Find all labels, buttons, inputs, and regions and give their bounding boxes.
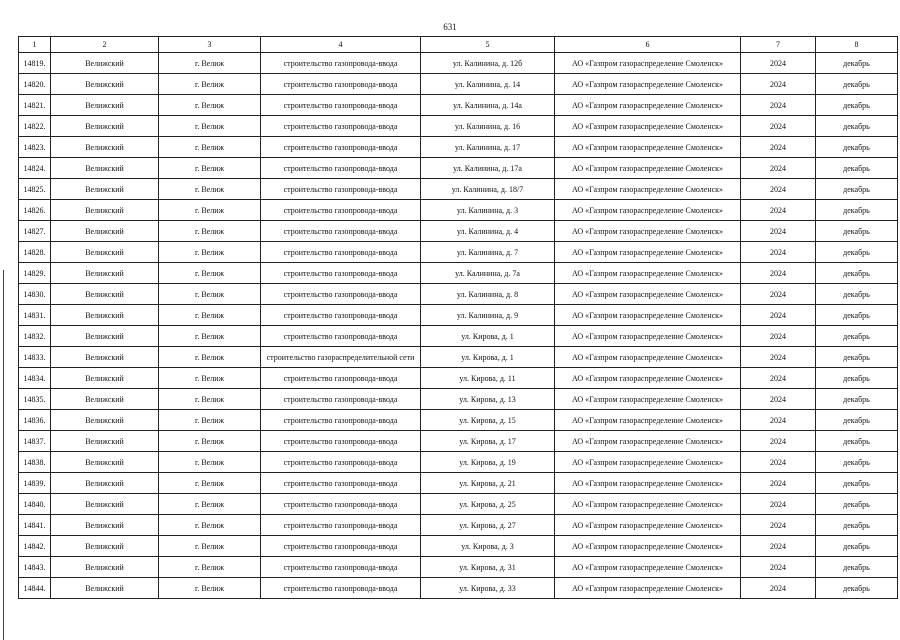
entry-number-cell: 14835. [19,389,51,410]
settlement-cell: г. Велиж [159,557,261,578]
table-row [19,74,898,95]
work-type-cell: строительство газопровода-ввода [261,557,421,578]
address-cell: ул. Кирова, д. 11 [421,368,555,389]
table-row [19,431,898,452]
settlement-cell: г. Велиж [159,179,261,200]
address-cell: ул. Калинина, д. 3 [421,200,555,221]
entry-number-cell: 14844. [19,578,51,599]
year-cell: 2024 [741,389,816,410]
header-row [19,37,898,53]
organization-cell: АО «Газпром газораспределение Смоленск» [555,200,741,221]
entry-number-cell: 14820. [19,74,51,95]
entry-number-cell: 14834. [19,368,51,389]
address-cell: ул. Кирова, д. 1 [421,347,555,368]
month-cell: декабрь [816,305,898,326]
work-type-cell: строительство газопровода-ввода [261,431,421,452]
month-cell: декабрь [816,200,898,221]
organization-cell: АО «Газпром газораспределение Смоленск» [555,431,741,452]
organization-cell: АО «Газпром газораспределение Смоленск» [555,158,741,179]
work-type-cell: строительство газопровода-ввода [261,368,421,389]
entry-number-cell: 14837. [19,431,51,452]
organization-cell: АО «Газпром газораспределение Смоленск» [555,389,741,410]
address-cell: ул. Кирова, д. 1 [421,326,555,347]
settlement-cell: г. Велиж [159,578,261,599]
address-cell: ул. Калинина, д. 14 [421,74,555,95]
month-cell: декабрь [816,389,898,410]
month-cell: декабрь [816,137,898,158]
year-cell: 2024 [741,116,816,137]
month-cell: декабрь [816,74,898,95]
month-cell: декабрь [816,578,898,599]
month-cell: декабрь [816,368,898,389]
organization-cell: АО «Газпром газораспределение Смоленск» [555,410,741,431]
table-row [19,305,898,326]
district-cell: Велижский [51,431,159,452]
column-header-2: 2 [51,37,159,53]
entry-number-cell: 14842. [19,536,51,557]
organization-cell: АО «Газпром газораспределение Смоленск» [555,179,741,200]
work-type-cell: строительство газопровода-ввода [261,494,421,515]
settlement-cell: г. Велиж [159,200,261,221]
month-cell: декабрь [816,263,898,284]
table-row [19,200,898,221]
work-type-cell: строительство газопровода-ввода [261,284,421,305]
address-cell: ул. Калинина, д. 12б [421,53,555,74]
table-body [19,53,898,599]
table-row [19,368,898,389]
settlement-cell: г. Велиж [159,221,261,242]
entry-number-cell: 14832. [19,326,51,347]
work-type-cell: строительство газопровода-ввода [261,263,421,284]
month-cell: декабрь [816,53,898,74]
table-row [19,221,898,242]
settlement-cell: г. Велиж [159,452,261,473]
work-type-cell: строительство газопровода-ввода [261,137,421,158]
year-cell: 2024 [741,74,816,95]
settlement-cell: г. Велиж [159,137,261,158]
district-cell: Велижский [51,557,159,578]
settlement-cell: г. Велиж [159,368,261,389]
address-cell: ул. Кирова, д. 19 [421,452,555,473]
entry-number-cell: 14839. [19,473,51,494]
district-cell: Велижский [51,284,159,305]
organization-cell: АО «Газпром газораспределение Смоленск» [555,305,741,326]
entry-number-cell: 14831. [19,305,51,326]
year-cell: 2024 [741,452,816,473]
month-cell: декабрь [816,347,898,368]
address-cell: ул. Кирова, д. 15 [421,410,555,431]
month-cell: декабрь [816,326,898,347]
organization-cell: АО «Газпром газораспределение Смоленск» [555,284,741,305]
month-cell: декабрь [816,557,898,578]
organization-cell: АО «Газпром газораспределение Смоленск» [555,515,741,536]
table-row [19,263,898,284]
settlement-cell: г. Велиж [159,305,261,326]
organization-cell: АО «Газпром газораспределение Смоленск» [555,263,741,284]
month-cell: декабрь [816,494,898,515]
entry-number-cell: 14826. [19,200,51,221]
page-edge-rule [3,270,4,640]
address-cell: ул. Кирова, д. 31 [421,557,555,578]
entry-number-cell: 14824. [19,158,51,179]
table-row [19,536,898,557]
month-cell: декабрь [816,410,898,431]
district-cell: Велижский [51,515,159,536]
settlement-cell: г. Велиж [159,431,261,452]
district-cell: Велижский [51,473,159,494]
organization-cell: АО «Газпром газораспределение Смоленск» [555,242,741,263]
month-cell: декабрь [816,431,898,452]
table-row [19,452,898,473]
district-cell: Велижский [51,263,159,284]
district-cell: Велижский [51,410,159,431]
address-cell: ул. Кирова, д. 27 [421,515,555,536]
month-cell: декабрь [816,179,898,200]
table-row [19,95,898,116]
settlement-cell: г. Велиж [159,515,261,536]
month-cell: декабрь [816,95,898,116]
year-cell: 2024 [741,557,816,578]
column-header-7: 7 [741,37,816,53]
district-cell: Велижский [51,95,159,116]
organization-cell: АО «Газпром газораспределение Смоленск» [555,53,741,74]
year-cell: 2024 [741,410,816,431]
settlement-cell: г. Велиж [159,263,261,284]
work-type-cell: строительство газораспределительной сети [261,347,421,368]
table-row [19,158,898,179]
district-cell: Велижский [51,137,159,158]
work-type-cell: строительство газопровода-ввода [261,200,421,221]
district-cell: Велижский [51,494,159,515]
year-cell: 2024 [741,242,816,263]
organization-cell: АО «Газпром газораспределение Смоленск» [555,221,741,242]
work-type-cell: строительство газопровода-ввода [261,305,421,326]
work-type-cell: строительство газопровода-ввода [261,116,421,137]
entry-number-cell: 14836. [19,410,51,431]
year-cell: 2024 [741,179,816,200]
column-header-5: 5 [421,37,555,53]
district-cell: Велижский [51,452,159,473]
settlement-cell: г. Велиж [159,389,261,410]
entry-number-cell: 14828. [19,242,51,263]
organization-cell: АО «Газпром газораспределение Смоленск» [555,95,741,116]
settlement-cell: г. Велиж [159,242,261,263]
year-cell: 2024 [741,431,816,452]
year-cell: 2024 [741,326,816,347]
organization-cell: АО «Газпром газораспределение Смоленск» [555,347,741,368]
year-cell: 2024 [741,305,816,326]
work-type-cell: строительство газопровода-ввода [261,74,421,95]
year-cell: 2024 [741,494,816,515]
settlement-cell: г. Велиж [159,53,261,74]
district-cell: Велижский [51,305,159,326]
settlement-cell: г. Велиж [159,158,261,179]
year-cell: 2024 [741,578,816,599]
address-cell: ул. Калинина, д. 8 [421,284,555,305]
work-type-cell: строительство газопровода-ввода [261,515,421,536]
work-type-cell: строительство газопровода-ввода [261,410,421,431]
table-row [19,179,898,200]
district-cell: Велижский [51,389,159,410]
work-type-cell: строительство газопровода-ввода [261,179,421,200]
work-type-cell: строительство газопровода-ввода [261,158,421,179]
work-type-cell: строительство газопровода-ввода [261,326,421,347]
table-row [19,494,898,515]
organization-cell: АО «Газпром газораспределение Смоленск» [555,326,741,347]
organization-cell: АО «Газпром газораспределение Смоленск» [555,578,741,599]
column-header-8: 8 [816,37,898,53]
district-cell: Велижский [51,221,159,242]
work-type-cell: строительство газопровода-ввода [261,95,421,116]
organization-cell: АО «Газпром газораспределение Смоленск» [555,494,741,515]
year-cell: 2024 [741,284,816,305]
district-cell: Велижский [51,53,159,74]
year-cell: 2024 [741,515,816,536]
address-cell: ул. Калинина, д. 17 [421,137,555,158]
entry-number-cell: 14821. [19,95,51,116]
entry-number-cell: 14827. [19,221,51,242]
settlement-cell: г. Велиж [159,74,261,95]
column-header-1: 1 [19,37,51,53]
settlement-cell: г. Велиж [159,410,261,431]
month-cell: декабрь [816,536,898,557]
address-cell: ул. Кирова, д. 25 [421,494,555,515]
table-row [19,473,898,494]
year-cell: 2024 [741,368,816,389]
table-row [19,242,898,263]
address-cell: ул. Калинина, д. 7а [421,263,555,284]
month-cell: декабрь [816,452,898,473]
address-cell: ул. Калинина, д. 4 [421,221,555,242]
address-cell: ул. Калинина, д. 17а [421,158,555,179]
month-cell: декабрь [816,158,898,179]
organization-cell: АО «Газпром газораспределение Смоленск» [555,116,741,137]
work-type-cell: строительство газопровода-ввода [261,536,421,557]
district-cell: Велижский [51,179,159,200]
table-row [19,137,898,158]
table-header [19,37,898,53]
table-row [19,389,898,410]
table-row [19,515,898,536]
work-type-cell: строительство газопровода-ввода [261,578,421,599]
district-cell: Велижский [51,368,159,389]
district-cell: Велижский [51,200,159,221]
year-cell: 2024 [741,158,816,179]
year-cell: 2024 [741,137,816,158]
month-cell: декабрь [816,473,898,494]
table-row [19,578,898,599]
settlement-cell: г. Велиж [159,116,261,137]
organization-cell: АО «Газпром газораспределение Смоленск» [555,74,741,95]
district-cell: Велижский [51,578,159,599]
organization-cell: АО «Газпром газораспределение Смоленск» [555,452,741,473]
month-cell: декабрь [816,221,898,242]
month-cell: декабрь [816,242,898,263]
entry-number-cell: 14838. [19,452,51,473]
page-number: 631 [443,22,457,32]
work-type-cell: строительство газопровода-ввода [261,473,421,494]
address-cell: ул. Кирова, д. 13 [421,389,555,410]
year-cell: 2024 [741,221,816,242]
settlement-cell: г. Велиж [159,326,261,347]
table-row [19,410,898,431]
year-cell: 2024 [741,53,816,74]
settlement-cell: г. Велиж [159,536,261,557]
work-type-cell: строительство газопровода-ввода [261,452,421,473]
district-cell: Велижский [51,158,159,179]
table-row [19,347,898,368]
gasification-schedule-table [18,36,898,599]
work-type-cell: строительство газопровода-ввода [261,53,421,74]
entry-number-cell: 14840. [19,494,51,515]
month-cell: декабрь [816,515,898,536]
district-cell: Велижский [51,347,159,368]
district-cell: Велижский [51,326,159,347]
settlement-cell: г. Велиж [159,494,261,515]
entry-number-cell: 14825. [19,179,51,200]
work-type-cell: строительство газопровода-ввода [261,242,421,263]
column-header-4: 4 [261,37,421,53]
year-cell: 2024 [741,347,816,368]
settlement-cell: г. Велиж [159,347,261,368]
table-row [19,284,898,305]
year-cell: 2024 [741,95,816,116]
table-row [19,326,898,347]
column-header-3: 3 [159,37,261,53]
organization-cell: АО «Газпром газораспределение Смоленск» [555,557,741,578]
district-cell: Велижский [51,242,159,263]
address-cell: ул. Кирова, д. 3 [421,536,555,557]
entry-number-cell: 14830. [19,284,51,305]
address-cell: ул. Кирова, д. 33 [421,578,555,599]
settlement-cell: г. Велиж [159,95,261,116]
year-cell: 2024 [741,473,816,494]
entry-number-cell: 14843. [19,557,51,578]
entry-number-cell: 14833. [19,347,51,368]
address-cell: ул. Калинина, д. 16 [421,116,555,137]
organization-cell: АО «Газпром газораспределение Смоленск» [555,536,741,557]
column-header-6: 6 [555,37,741,53]
district-cell: Велижский [51,74,159,95]
address-cell: ул. Кирова, д. 17 [421,431,555,452]
settlement-cell: г. Велиж [159,473,261,494]
entry-number-cell: 14829. [19,263,51,284]
work-type-cell: строительство газопровода-ввода [261,389,421,410]
entry-number-cell: 14819. [19,53,51,74]
district-cell: Велижский [51,536,159,557]
address-cell: ул. Калинина, д. 14а [421,95,555,116]
entry-number-cell: 14823. [19,137,51,158]
entry-number-cell: 14822. [19,116,51,137]
organization-cell: АО «Газпром газораспределение Смоленск» [555,473,741,494]
address-cell: ул. Кирова, д. 21 [421,473,555,494]
organization-cell: АО «Газпром газораспределение Смоленск» [555,137,741,158]
organization-cell: АО «Газпром газораспределение Смоленск» [555,368,741,389]
work-type-cell: строительство газопровода-ввода [261,221,421,242]
address-cell: ул. Калинина, д. 18/7 [421,179,555,200]
year-cell: 2024 [741,536,816,557]
table-row [19,116,898,137]
address-cell: ул. Калинина, д. 9 [421,305,555,326]
month-cell: декабрь [816,284,898,305]
settlement-cell: г. Велиж [159,284,261,305]
year-cell: 2024 [741,263,816,284]
district-cell: Велижский [51,116,159,137]
address-cell: ул. Калинина, д. 7 [421,242,555,263]
entry-number-cell: 14841. [19,515,51,536]
year-cell: 2024 [741,200,816,221]
table-row [19,53,898,74]
month-cell: декабрь [816,116,898,137]
table-row [19,557,898,578]
